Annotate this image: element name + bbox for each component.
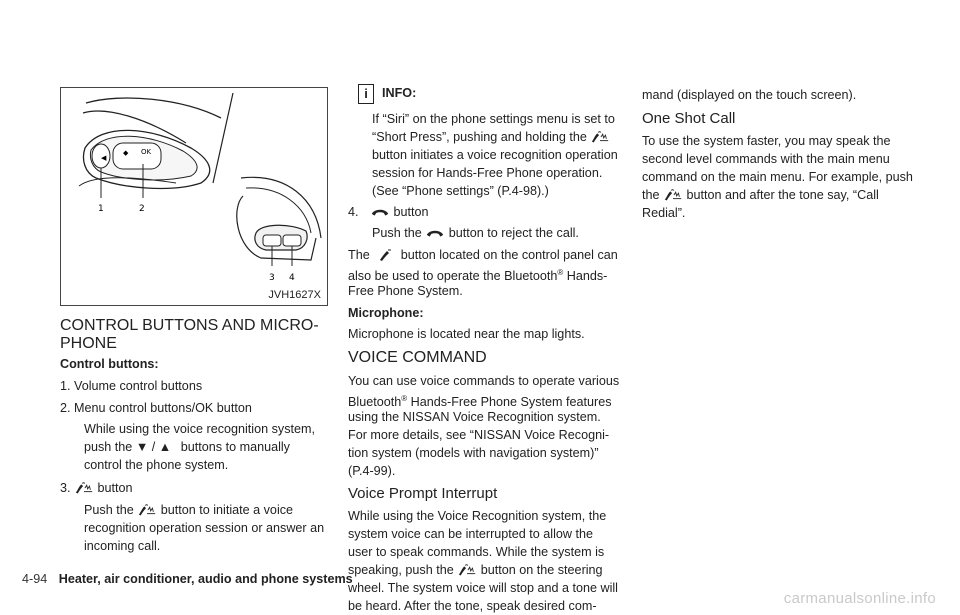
page-number: 4-94 <box>22 572 48 586</box>
microphone-text: Microphone is located near the map lights. <box>348 327 585 341</box>
osc-text-2: second level commands with the main menu <box>642 152 890 166</box>
hang-up-icon <box>370 205 390 219</box>
list-item-2: 2. Menu control buttons/OK button <box>60 401 252 415</box>
vpi-text-1: While using the Voice Recognition system, the <box>348 509 607 523</box>
control-panel-text-2: also be used to operate the Bluetooth® Hands- <box>348 268 608 284</box>
chapter-title: Heater, air conditioner, audio and phone systems <box>58 572 353 586</box>
callout-3: 3 <box>269 273 275 283</box>
osc-text-1: To use the system faster, you may speak the <box>642 134 891 148</box>
list-item-3-text-3: incoming call. <box>84 539 161 553</box>
microphone-subhead: Microphone: <box>348 306 424 320</box>
section-heading-voice-command: VOICE COMMAND <box>348 349 487 366</box>
talk-icon <box>457 563 477 577</box>
callout-1: 1 <box>98 204 104 214</box>
up-arrow-icon: ▲ <box>158 440 172 454</box>
list-item-4: 4. button <box>348 205 429 219</box>
voice-command-text-5: tion system (models with navigation system)” <box>348 446 599 460</box>
info-text-5: (See “Phone settings” (P.4-98).) <box>372 184 549 198</box>
down-arrow-icon: ▼ <box>135 440 149 454</box>
svg-text:◆: ◆ <box>123 149 129 157</box>
info-text-4: session for Hands-Free Phone operation. <box>372 166 603 180</box>
watermark: carmanualsonline.info <box>783 590 936 607</box>
page-footer <box>22 572 353 586</box>
hang-up-icon <box>425 226 445 240</box>
info-text-2: “Short Press”, pushing and holding the <box>372 128 610 146</box>
voice-command-text-4: For more details, see “NISSAN Voice Recogni- <box>348 428 610 442</box>
list-item-2-text-3: control the phone system. <box>84 458 229 472</box>
list-item-3-text-2: recognition operation session or answer an <box>84 521 325 535</box>
vpi-text-3: user to speak commands. While the system is <box>348 545 605 559</box>
list-item-2-text: While using the voice recognition system, <box>84 422 315 436</box>
vpi-text-4: speaking, push the button on the steering <box>348 563 603 577</box>
osc-text-4: the button and after the tone say, “Call <box>642 188 879 202</box>
voice-command-text-6: (P.4-99). <box>348 464 396 478</box>
vpi-text-5: wheel. The system voice will stop and a tone will <box>348 581 618 595</box>
steering-wheel-illustration <box>61 88 329 307</box>
control-buttons-subhead: Control buttons: <box>60 357 159 371</box>
list-item-3: 3. button <box>60 481 133 495</box>
svg-text:◀: ◀ <box>101 154 107 162</box>
steering-switch-figure <box>60 87 328 306</box>
info-text-1: If “Siri” on the phone settings menu is set to <box>372 112 615 126</box>
section-heading-control-buttons: CONTROL BUTTONS AND MICRO- PHONE <box>60 317 319 352</box>
talk-icon <box>590 130 610 144</box>
talk-icon <box>74 481 94 495</box>
section-heading-one-shot-call: One Shot Call <box>642 110 736 127</box>
continued-text: mand (displayed on the touch screen). <box>642 88 857 102</box>
info-text-3: button initiates a voice recognition operation <box>372 148 618 162</box>
control-panel-text-1: The button located on the control panel can <box>348 248 618 262</box>
talk-icon <box>663 188 683 202</box>
osc-text-5: Redial”. <box>642 206 686 220</box>
figure-id: JVH1627X <box>268 289 321 301</box>
voice-command-text-1: You can use voice commands to operate various <box>348 374 620 388</box>
callout-2: 2 <box>139 204 145 214</box>
vpi-text-6: be heard. After the tone, speak desired com- <box>348 599 597 613</box>
list-item-2-text-2: push the ▼ / ▲ buttons to manually <box>84 440 290 454</box>
callout-4: 4 <box>289 273 295 283</box>
vpi-text-2: system voice can be interrupted to allow the <box>348 527 594 541</box>
list-item-4-text: Push the button to reject the call. <box>372 226 579 240</box>
section-heading-voice-prompt-interrupt: Voice Prompt Interrupt <box>348 485 498 502</box>
svg-text:OK: OK <box>141 148 152 156</box>
talk-icon <box>137 503 157 517</box>
list-item-1: 1. Volume control buttons <box>60 379 203 393</box>
voice-command-text-3: using the NISSAN Voice Recognition system. <box>348 410 601 424</box>
control-panel-text-3: Free Phone System. <box>348 284 463 298</box>
phone-icon <box>373 248 397 262</box>
osc-text-3: command on the main menu. For example, push <box>642 170 913 184</box>
voice-command-text-2: Bluetooth® Hands-Free Phone System features <box>348 394 612 410</box>
info-label: INFO: <box>382 86 417 100</box>
list-item-3-text: Push the button to initiate a voice <box>84 503 294 517</box>
info-icon: i <box>358 84 374 104</box>
